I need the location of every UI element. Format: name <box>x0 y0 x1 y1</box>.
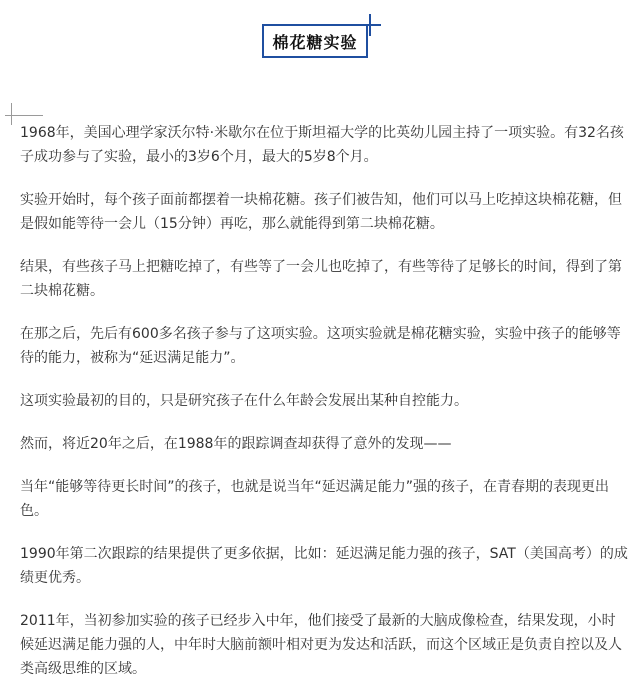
title-frame <box>262 14 380 62</box>
crosshair-decoration-horizontal <box>5 115 43 116</box>
title-box <box>262 24 368 58</box>
paragraph: 在那之后，先后有600多名孩子参与了这项实验。这项实验就是棉花糖实验，实验中孩子的能够等待的能力，被称为“延迟满足能力”。 <box>20 326 621 366</box>
paragraph: 1990年第二次跟踪的结果提供了更多依据，比如：延迟满足能力强的孩子，SAT（美国高考）的成绩更优秀。 <box>20 546 628 586</box>
page-title: 棉花糖实验 <box>272 32 358 52</box>
article-body <box>20 121 628 700</box>
paragraph: 2011年，当初参加实验的孩子已经步入中年，他们接受了最新的大脑成像检查，结果发现，小时候延迟满足能力强的人，中年时大脑前额叶相对更为发达和活跃，而这个区域正是负责自控以及人类高级思维的区域。 <box>20 613 622 677</box>
paragraph: 结果，有些孩子马上把糖吃掉了，有些等了一会儿也吃掉了，有些等待了足够长的时间，得到了第二块棉花糖。 <box>20 259 622 299</box>
crosshair-decoration-vertical <box>11 103 12 125</box>
paragraph: 然而，将近20年之后，在1988年的跟踪调查却获得了意外的发现—— <box>20 436 452 452</box>
paragraph: 这项实验最初的目的，只是研究孩子在什么年龄会发展出某种自控能力。 <box>20 393 468 409</box>
paragraph: 1968年，美国心理学家沃尔特·米歇尔在位于斯坦福大学的比英幼儿园主持了一项实验。有32名孩子成功参与了实验，最小的3岁6个月，最大的5岁8个月。 <box>20 125 624 165</box>
paragraph: 实验开始时，每个孩子面前都摆着一块棉花糖。孩子们被告知，他们可以马上吃掉这块棉花糖，但是假如能等待一会儿（15分钟）再吃，那么就能得到第二块棉花糖。 <box>20 192 622 232</box>
paragraph: 当年“能够等待更长时间”的孩子，也就是说当年“延迟满足能力”强的孩子，在青春期的表现更出色。 <box>20 479 610 519</box>
plus-decoration-horizontal <box>359 24 381 26</box>
